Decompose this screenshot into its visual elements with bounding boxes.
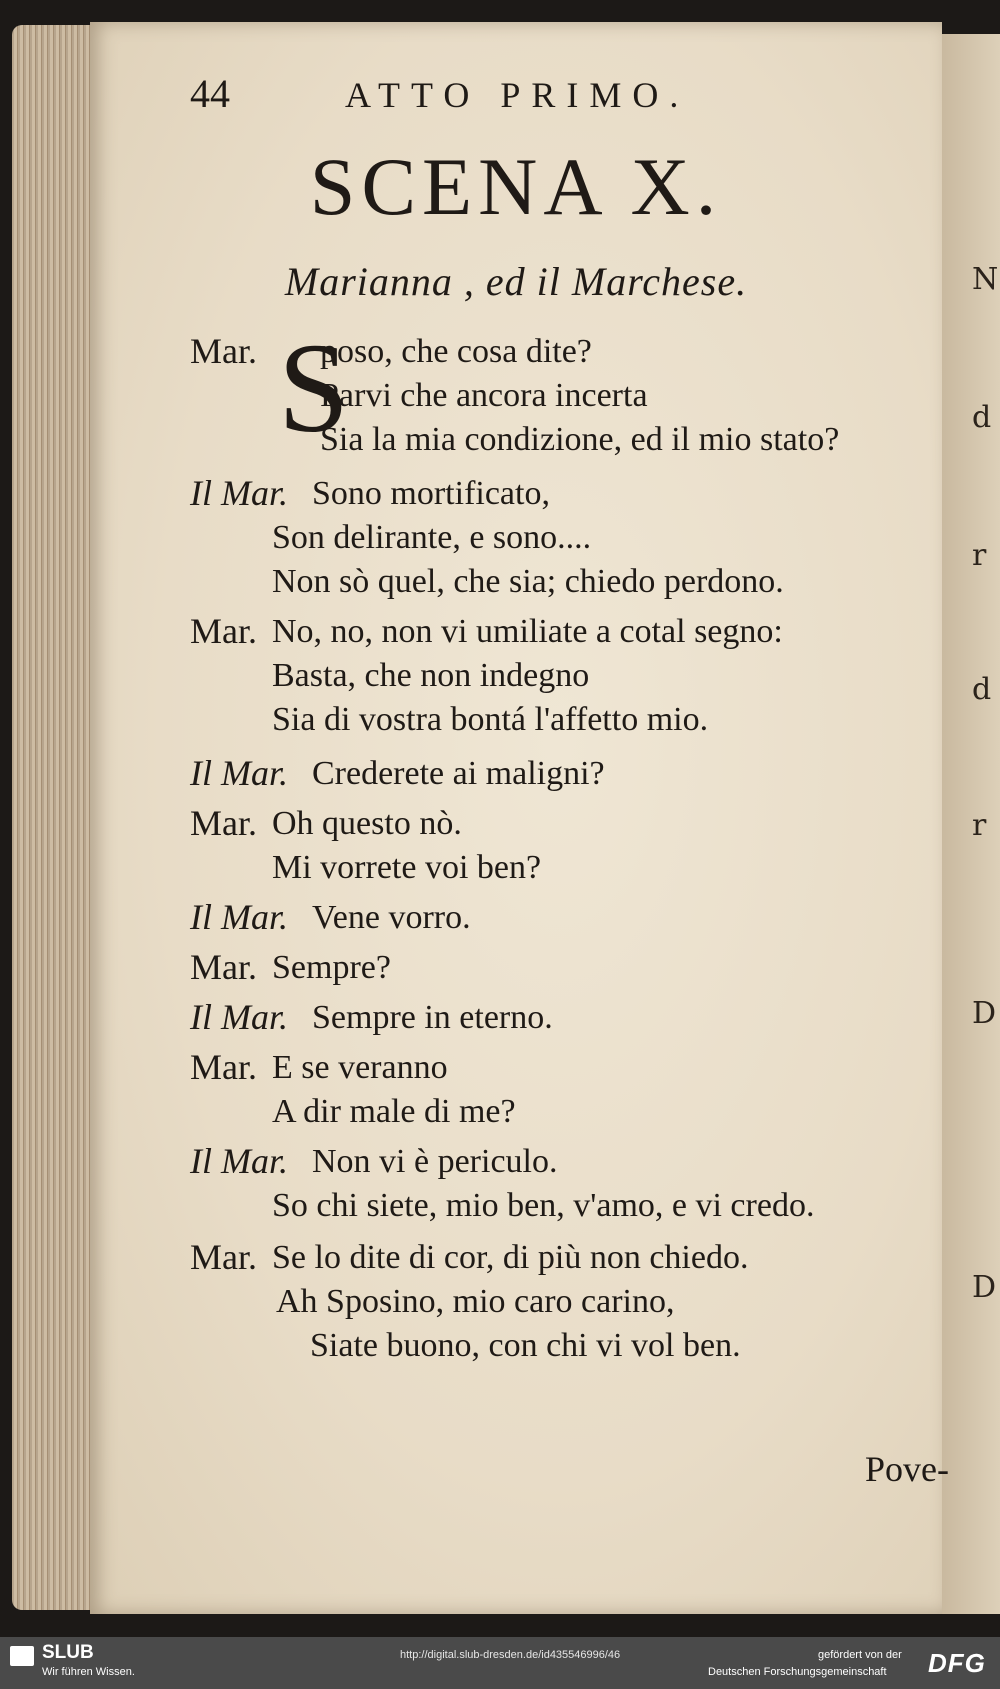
speaker-label: Mar. xyxy=(190,1047,257,1087)
catchword: Pove- xyxy=(865,1449,949,1489)
speaker-label: Mar. xyxy=(190,331,257,371)
verse-line: Ah Sposino, mio caro carino, xyxy=(276,1283,675,1320)
speaker-label: Il Mar. xyxy=(190,473,288,513)
verse-line: Vene vorro. xyxy=(312,899,471,936)
verse-line: Sempre? xyxy=(272,949,391,986)
speaker-label: Il Mar. xyxy=(190,897,288,937)
dialogue xyxy=(190,317,950,1368)
speech-block xyxy=(190,317,950,462)
facing-page-glyph: d xyxy=(972,672,992,707)
verse-line: Non sò quel, che sia; chiedo perdono. xyxy=(272,563,784,600)
library-name: SLUB xyxy=(42,1642,94,1663)
slub-logo-icon xyxy=(10,1646,34,1666)
facing-page-glyph: N xyxy=(972,262,999,297)
verse-line: So chi siete, mio ben, v'amo, e vi credo. xyxy=(272,1187,815,1224)
verse-line: Sia la mia condizione, ed il mio stato? xyxy=(320,421,840,458)
speaker-label: Il Mar. xyxy=(190,753,288,793)
speech-block xyxy=(190,752,950,796)
verse-line: Non vi è periculo. xyxy=(312,1143,558,1180)
verse-line: E se veranno xyxy=(272,1049,448,1086)
facing-page-glyph: D xyxy=(972,996,997,1031)
speech-block xyxy=(190,1140,950,1228)
verse-line: Oh questo nò. xyxy=(272,805,462,842)
page-number: 44 xyxy=(190,71,230,116)
footer-bar xyxy=(0,1637,1000,1689)
running-head: ATTO PRIMO. xyxy=(345,75,690,115)
facing-page-glyph: r xyxy=(972,808,987,843)
verse-line: Parvi che ancora incerta xyxy=(320,377,648,414)
page-header xyxy=(190,70,810,120)
verse-line: Crederete ai maligni? xyxy=(312,755,605,792)
verse-line: Sono mortificato, xyxy=(312,475,550,512)
speech-block xyxy=(190,472,950,604)
facing-page-glyph: r xyxy=(972,538,987,573)
scene-characters: Marianna , ed il Marchese. xyxy=(284,259,748,304)
facing-page-glyph: d xyxy=(972,400,992,435)
source-url[interactable]: http://digital.slub-dresden.de/id435546996/46 xyxy=(400,1649,621,1661)
verse-line: poso, che cosa dite? xyxy=(320,333,592,370)
funded-by-line1: gefördert von der xyxy=(818,1649,902,1661)
verse-line: Se lo dite di cor, di più non chiedo. xyxy=(272,1239,749,1276)
verse-line: Sempre in eterno. xyxy=(312,999,553,1036)
library-tagline: Wir führen Wissen. xyxy=(42,1666,135,1678)
book-page-edges xyxy=(12,25,102,1610)
verse-line: A dir male di me? xyxy=(272,1093,516,1130)
verse-line: Basta, che non indegno xyxy=(272,657,590,694)
speech-block xyxy=(190,896,950,940)
verse-line: Son delirante, e sono.... xyxy=(272,519,592,556)
speech-block xyxy=(190,946,950,990)
speaker-label: Mar. xyxy=(190,803,257,843)
verse-line: Mi vorrete voi ben? xyxy=(272,849,542,886)
verse-line: Siate buono, con chi vi vol ben. xyxy=(310,1327,741,1364)
speaker-label: Mar. xyxy=(190,1237,257,1277)
speech-block xyxy=(190,1046,950,1134)
speech-block xyxy=(190,996,950,1040)
facing-page-glyph: D xyxy=(972,1270,997,1305)
speech-block xyxy=(190,1236,950,1368)
speech-block xyxy=(190,610,950,742)
verse-line: No, no, non vi umiliate a cotal segno: xyxy=(272,613,783,650)
speaker-label: Mar. xyxy=(190,947,257,987)
speaker-label: Il Mar. xyxy=(190,1141,288,1181)
verse-line: Sia di vostra bontá l'affetto mio. xyxy=(272,701,709,738)
speech-block xyxy=(190,802,950,890)
drop-cap: S xyxy=(278,317,350,459)
dfg-logo: DFG xyxy=(928,1648,986,1678)
scene-title: SCENA X. xyxy=(309,141,723,232)
speaker-label: Mar. xyxy=(190,611,257,651)
speaker-label: Il Mar. xyxy=(190,997,288,1037)
funded-by-line2: Deutschen Forschungsgemeinschaft xyxy=(708,1666,887,1678)
